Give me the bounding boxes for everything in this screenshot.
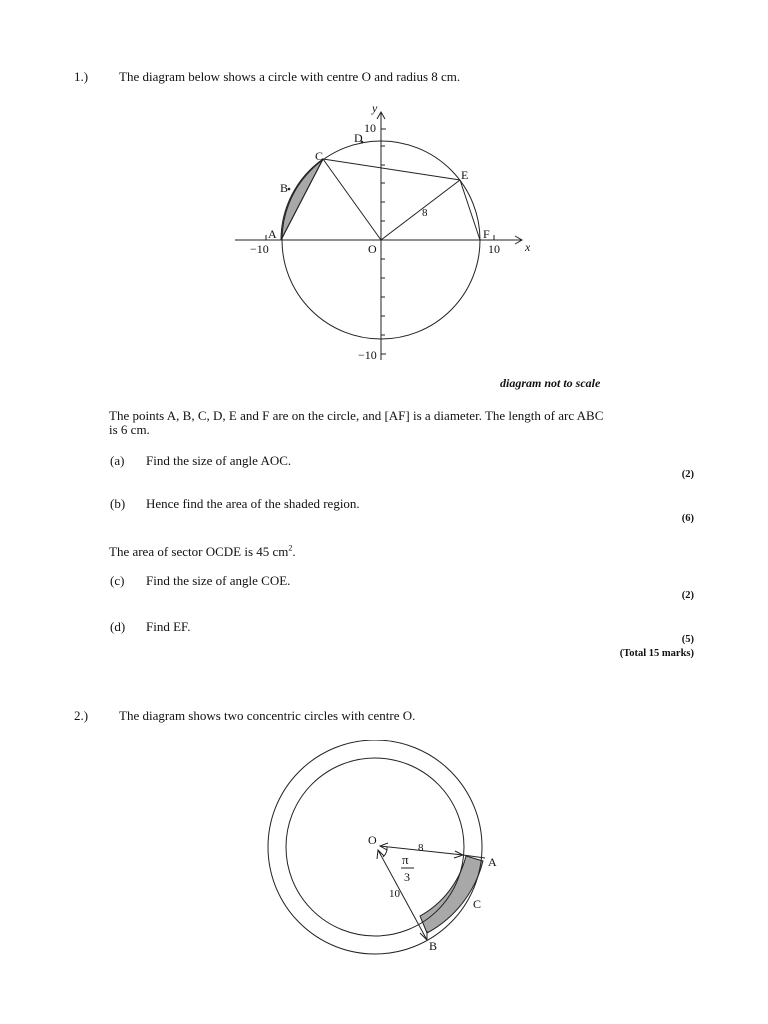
part-c-text: Find the size of angle COE. bbox=[146, 573, 291, 588]
q2-intro: The diagram shows two concentric circles with centre O. bbox=[119, 708, 416, 723]
q1-circle-diagram bbox=[0, 0, 768, 380]
tick-label-top: 10 bbox=[364, 121, 376, 135]
outer-radius-label: 10 bbox=[389, 888, 400, 900]
sector-text: The area of sector OCDE is 45 cm bbox=[109, 544, 289, 559]
y-axis-ticks bbox=[381, 129, 386, 354]
tick-label-right: 10 bbox=[488, 242, 500, 256]
inner-radius-label: 8 bbox=[418, 842, 424, 854]
part-b-marks: (6) bbox=[681, 513, 694, 524]
tick-label-left: −10 bbox=[250, 242, 269, 256]
q1-body-line1: The points A, B, C, D, E and F are on the circle, and [AF] is a diameter. The length of arc ABC bbox=[109, 408, 604, 423]
point-label-e: E bbox=[461, 168, 469, 182]
part-d-text: Find EF. bbox=[146, 619, 191, 634]
part-c-label: (c) bbox=[110, 573, 125, 588]
chord-ef bbox=[460, 180, 480, 240]
sector-superscript: 2 bbox=[288, 543, 293, 553]
point-label-b: B bbox=[429, 939, 438, 953]
part-a-label: (a) bbox=[110, 453, 125, 468]
sector-sentence bbox=[109, 544, 296, 559]
tick-label-bottom: −10 bbox=[358, 348, 377, 362]
part-c-marks: (2) bbox=[681, 590, 694, 601]
q2-number: 2.) bbox=[74, 708, 89, 723]
part-d-marks: (5) bbox=[681, 634, 694, 645]
q1-scale-note: diagram not to scale bbox=[500, 376, 601, 390]
point-label-d: D bbox=[354, 131, 363, 145]
point-label-f: F bbox=[483, 227, 490, 241]
part-a-marks: (2) bbox=[681, 469, 694, 480]
q1-body-line2: is 6 cm. bbox=[109, 422, 150, 437]
point-label-b: B bbox=[280, 181, 289, 195]
q1-total-marks: (Total 15 marks) bbox=[619, 648, 694, 659]
part-b-text: Hence find the area of the shaded region. bbox=[146, 496, 360, 511]
point-label-c: C bbox=[473, 897, 482, 911]
q2-concentric-diagram bbox=[0, 740, 768, 1024]
y-axis-label: y bbox=[372, 101, 378, 115]
chord-ce bbox=[323, 159, 460, 180]
angle-numerator: π bbox=[402, 852, 409, 867]
point-label-c: C bbox=[315, 149, 324, 163]
angle-denominator: 3 bbox=[404, 870, 410, 884]
arrow-10-bottom bbox=[420, 931, 427, 940]
origin-label: O bbox=[368, 242, 377, 256]
chord-ac bbox=[281, 159, 323, 240]
x-axis-label: x bbox=[525, 240, 531, 254]
origin-label: O bbox=[368, 833, 377, 847]
part-d-label: (d) bbox=[110, 619, 126, 634]
q1-number: 1.) bbox=[74, 69, 89, 84]
point-label-a: A bbox=[488, 855, 497, 869]
point-label-a: A bbox=[268, 227, 277, 241]
radius-oc bbox=[323, 159, 381, 240]
q1-intro: The diagram below shows a circle with centre O and radius 8 cm. bbox=[119, 69, 461, 84]
part-a-text: Find the size of angle AOC. bbox=[146, 453, 292, 468]
radius-label: 8 bbox=[422, 207, 428, 219]
sector-period: . bbox=[292, 544, 296, 559]
radius-oe bbox=[381, 180, 460, 240]
part-b-label: (b) bbox=[110, 496, 126, 511]
outer-circle bbox=[268, 740, 482, 954]
